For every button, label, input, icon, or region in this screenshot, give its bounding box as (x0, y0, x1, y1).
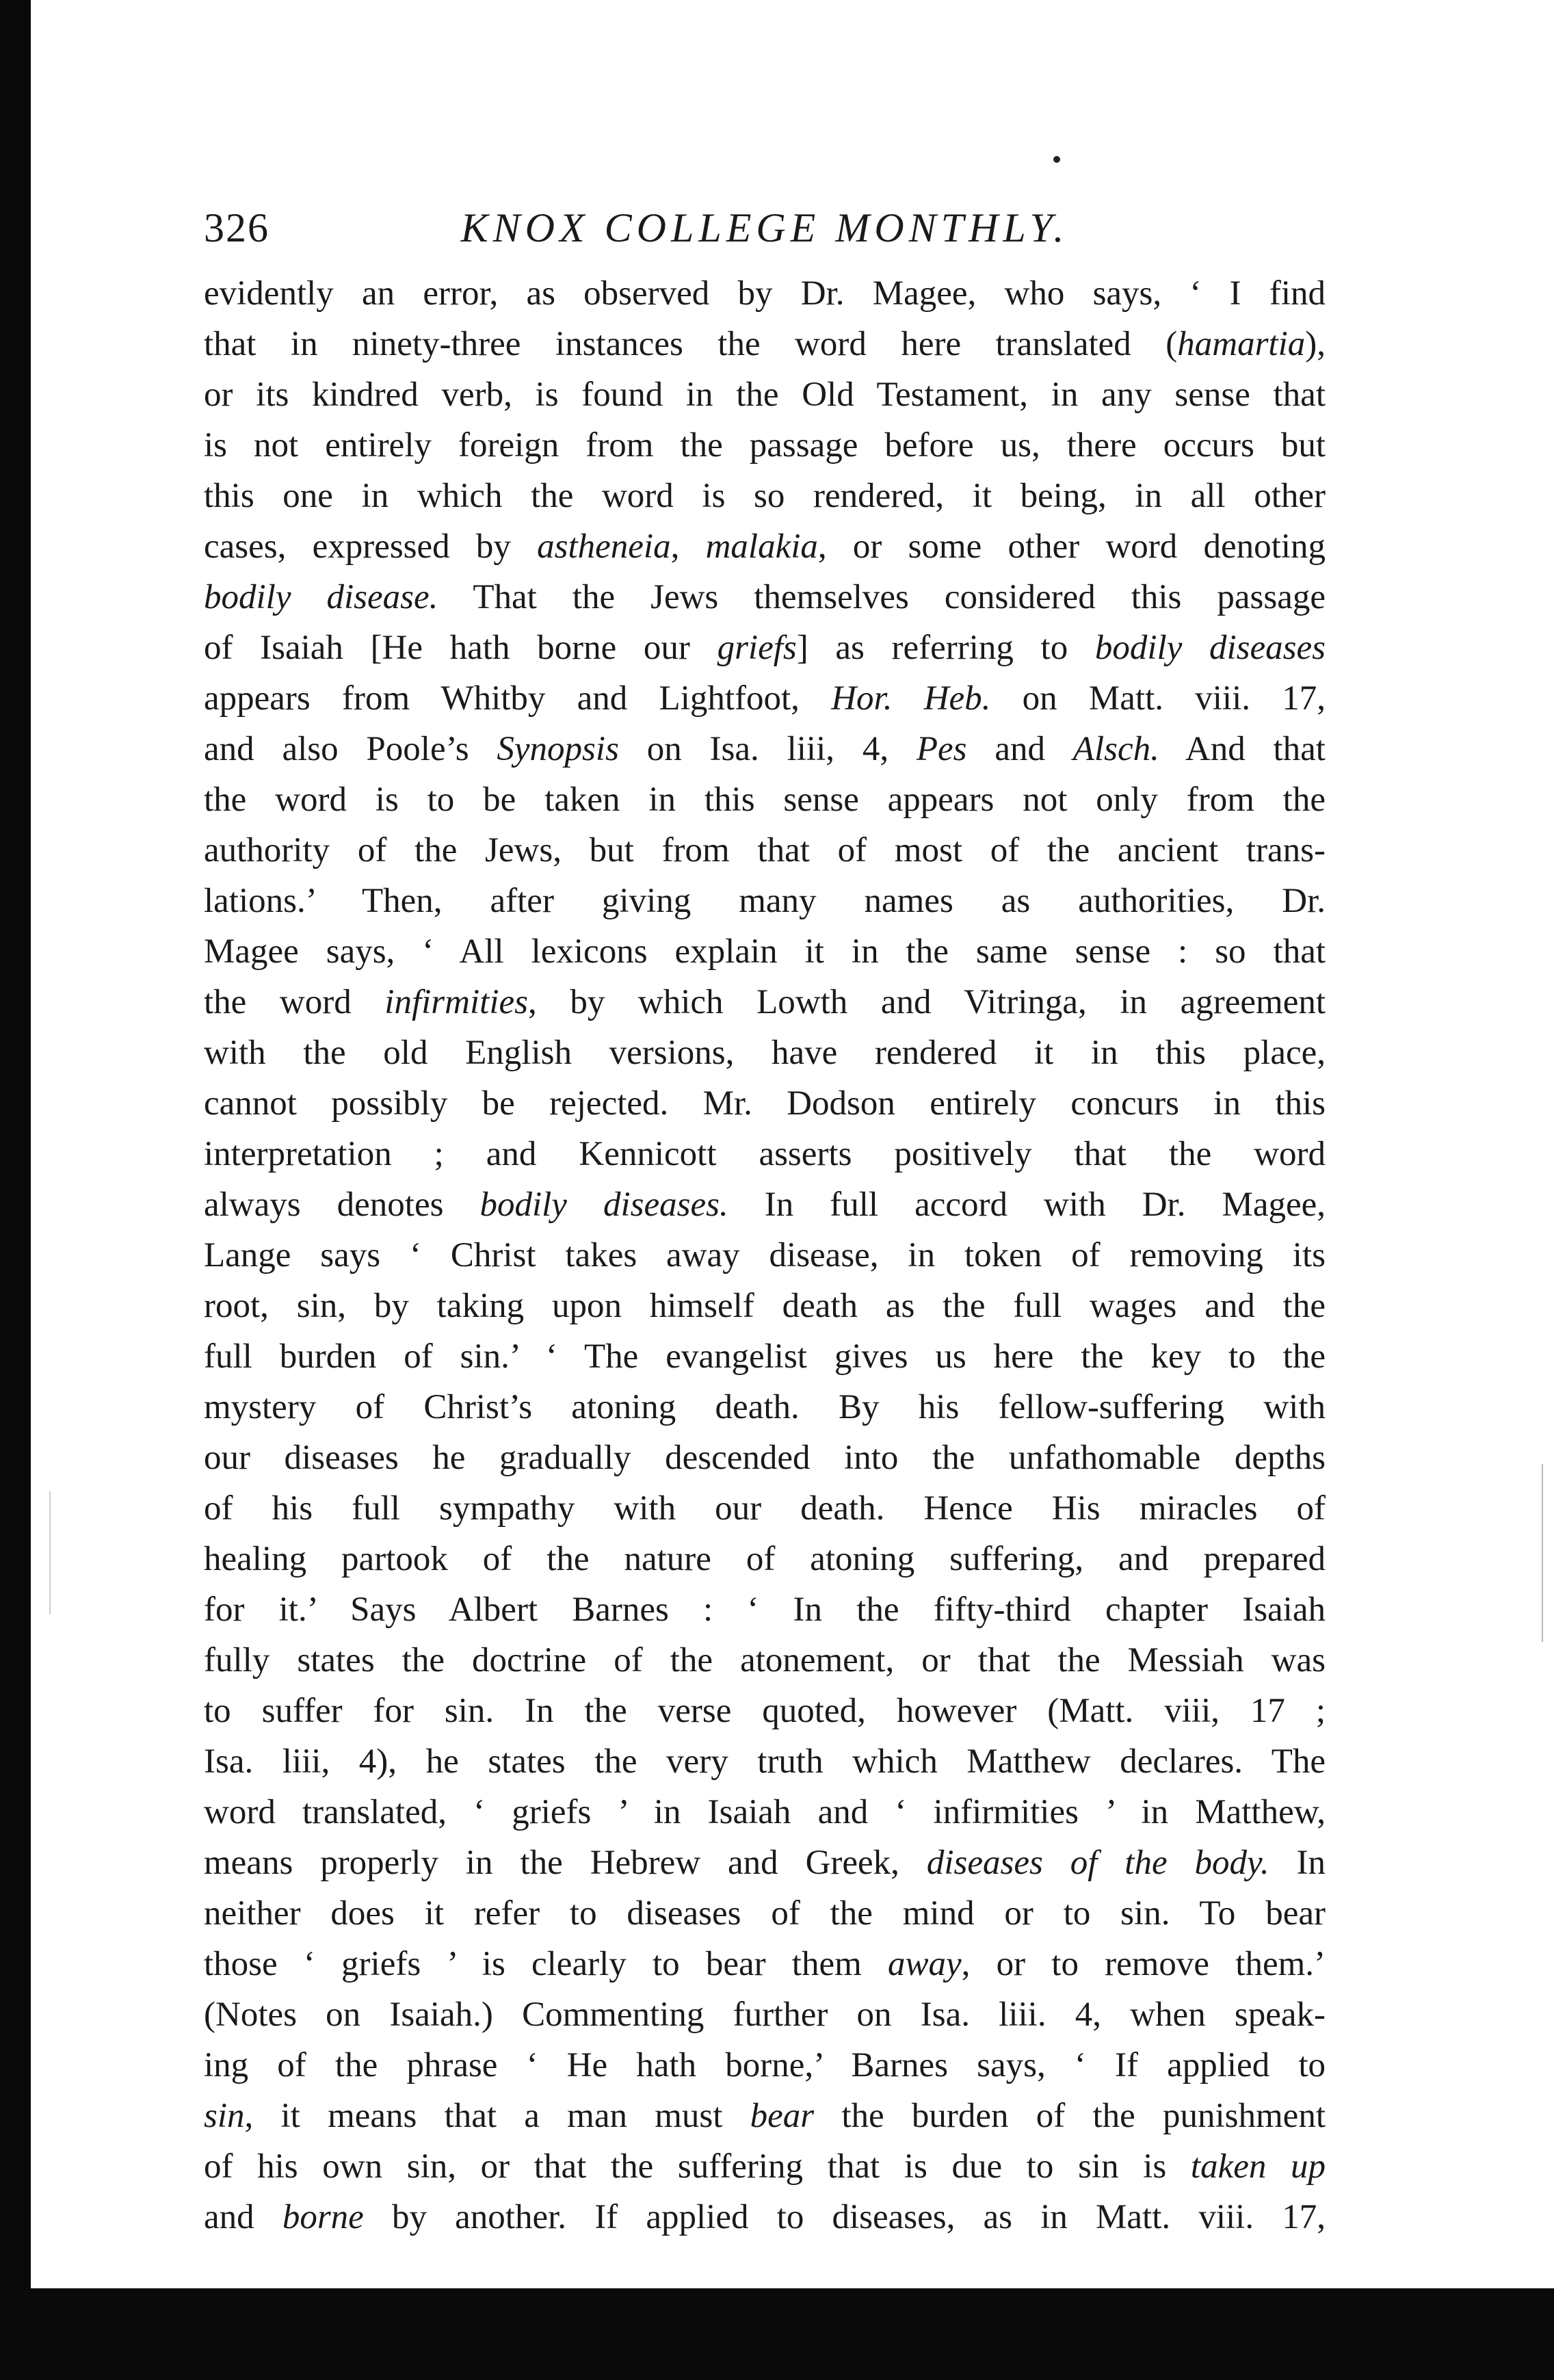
text-run: that in ninety-three instances the word here translated ( (204, 325, 1178, 363)
scan-bottom-border (0, 2288, 1554, 2380)
text-run: always denotes (204, 1186, 480, 1224)
text-run: In full accord with Dr. Magee, (728, 1186, 1326, 1224)
italic-text: Synopsis (497, 730, 619, 768)
text-run: the burden of the punishment (814, 2097, 1326, 2135)
text-run: In (1269, 1844, 1326, 1882)
text-run: on Matt. viii. 17, (990, 679, 1326, 718)
text-run: and also Poole’s (204, 730, 497, 768)
text-run: to suffer for sin. In the verse quoted, however (Matt. viii, 17 ; (204, 1692, 1326, 1730)
text-run: cannot possibly be rejected. Mr. Dodson entirely concurs in this (204, 1084, 1326, 1123)
text-line (204, 268, 1326, 319)
text-run: Lange says ‘ Christ takes away disease, in token of removing its (204, 1236, 1326, 1274)
text-run: (Notes on Isaiah.) Commenting further on Isa. liii. 4, when speak- (204, 1996, 1326, 2034)
text-run: our diseases he gradually descended into the unfathomable depths (204, 1439, 1326, 1477)
text-line (204, 1736, 1326, 1787)
text-run: the word is to be taken in this sense appears not only from the (204, 781, 1326, 819)
text-run: ing of the phrase ‘ He hath borne,’ Barnes says, ‘ If applied to (204, 2046, 1326, 2084)
text-line (204, 1989, 1326, 2040)
text-line (204, 623, 1326, 673)
text-run: , (670, 527, 706, 566)
text-line (204, 2040, 1326, 2091)
text-run: , or to remove them.’ (961, 1945, 1326, 1983)
italic-text: away (887, 1945, 962, 1983)
italic-text: bodily diseases (1094, 629, 1326, 667)
text-run: word translated, ‘ griefs ’ in Isaiah and ‘ infirmities ’ in Matthew, (204, 1793, 1326, 1831)
text-run: or its kindred verb, is found in the Old Testament, in any sense that (204, 376, 1326, 414)
text-run: Isa. liii, 4), he states the very truth which Matthew declares. The (204, 1742, 1326, 1781)
text-line (204, 1433, 1326, 1483)
text-run: And that (1159, 730, 1326, 768)
text-run: with the old English versions, have rendered it in this place, (204, 1034, 1326, 1072)
italic-text: griefs (717, 629, 797, 667)
text-line (204, 1230, 1326, 1281)
body-text (204, 268, 1326, 2242)
text-line (204, 471, 1326, 521)
italic-text: bodily disease. (204, 578, 438, 616)
text-run: of his full sympathy with our death. Hence His miracles of (204, 1489, 1326, 1528)
text-line (204, 1787, 1326, 1838)
text-line (204, 1686, 1326, 1736)
text-run: Magee says, ‘ All lexicons explain it in the same sense : so that (204, 932, 1326, 971)
text-line (204, 825, 1326, 876)
text-run: this one in which the word is so rendered, it being, in all other (204, 477, 1326, 515)
text-line (204, 2091, 1326, 2141)
italic-text: borne (282, 2198, 364, 2236)
text-line (204, 1382, 1326, 1433)
text-run: of his own sin, or that the suffering that is due to sin is (204, 2147, 1191, 2186)
italic-text: Alsch. (1072, 730, 1159, 768)
text-line (204, 1635, 1326, 1686)
text-line (204, 1838, 1326, 1888)
text-run: of Isaiah [He hath borne our (204, 629, 717, 667)
text-run: is not entirely foreign from the passage before us, there occurs but (204, 426, 1326, 465)
page-header (204, 194, 1326, 262)
italic-text: astheneia (537, 527, 671, 566)
text-run: means properly in the Hebrew and Greek, (204, 1844, 927, 1882)
text-run: ] as referring to (796, 629, 1095, 667)
text-line (204, 1483, 1326, 1534)
text-run: interpretation ; and Kennicott asserts positively that the word (204, 1135, 1326, 1173)
text-line (204, 1179, 1326, 1230)
text-run: , it means that a man must (244, 2097, 750, 2135)
italic-text: sin (204, 2097, 245, 2135)
text-run: , by which Lowth and Vitringa, in agreement (527, 983, 1326, 1021)
text-run: lations.’ Then, after giving many names as authorities, Dr. (204, 882, 1326, 920)
text-line (204, 774, 1326, 825)
scan-artifact-left (49, 1491, 51, 1614)
italic-text: bodily diseases. (479, 1186, 728, 1224)
text-run: for it.’ Says Albert Barnes : ‘ In the fifty-third chapter Isaiah (204, 1591, 1326, 1629)
text-line (204, 1888, 1326, 1939)
text-line (204, 1331, 1326, 1382)
text-run: and (204, 2198, 282, 2236)
text-run: root, sin, by taking upon himself death as the full wages and the (204, 1287, 1326, 1325)
text-run: neither does it refer to diseases of the mind or to sin. To bear (204, 1894, 1326, 1933)
text-line (204, 1078, 1326, 1129)
italic-text: Hor. Heb. (831, 679, 991, 718)
text-run: That the Jews themselves considered this passage (438, 578, 1326, 616)
text-line (204, 1534, 1326, 1584)
italic-text: malakia (705, 527, 818, 566)
page-number: 326 (204, 205, 269, 250)
text-run: authority of the Jews, but from that of most of the ancient trans- (204, 831, 1326, 869)
text-line (204, 369, 1326, 420)
text-run: mystery of Christ’s atoning death. By his fellow-suffering with (204, 1388, 1326, 1426)
text-line (204, 420, 1326, 471)
text-line (204, 1584, 1326, 1635)
text-run: fully states the doctrine of the atonement, or that the Messiah was (204, 1641, 1326, 1679)
italic-text: diseases of the body. (926, 1844, 1269, 1882)
text-line (204, 2141, 1326, 2192)
text-line (204, 1281, 1326, 1331)
text-run: cases, expressed by (204, 527, 538, 566)
italic-text: hamartia (1177, 325, 1306, 363)
text-line (204, 572, 1326, 623)
text-line (204, 1028, 1326, 1078)
text-run: the word (204, 983, 385, 1021)
text-line (204, 521, 1326, 572)
text-run: , or some other word denoting (817, 527, 1326, 566)
italic-text: taken up (1190, 2147, 1326, 2186)
text-line (204, 876, 1326, 926)
italic-text: bear (750, 2097, 815, 2135)
scan-artifact-right (1542, 1464, 1543, 1642)
text-line (204, 926, 1326, 977)
text-run: healing partook of the nature of atoning suffering, and prepared (204, 1540, 1326, 1578)
italic-text: infirmities (384, 983, 528, 1021)
text-run: ), (1305, 325, 1326, 363)
italic-text: Pes (916, 730, 967, 768)
running-title: KNOX COLLEGE MONTHLY. (460, 205, 1069, 250)
text-line (204, 2192, 1326, 2242)
text-run: full burden of sin.’ ‘ The evangelist gives us here the key to the (204, 1337, 1326, 1376)
scan-speck (1053, 156, 1060, 163)
text-line (204, 1129, 1326, 1179)
text-run: on Isa. liii, 4, (618, 730, 917, 768)
text-run: and (966, 730, 1073, 768)
text-line (204, 319, 1326, 369)
text-run: evidently an error, as observed by Dr. Magee, who says, ‘ I find (204, 274, 1326, 313)
text-line (204, 724, 1326, 774)
text-line (204, 977, 1326, 1028)
text-run: those ‘ griefs ’ is clearly to bear them (204, 1945, 888, 1983)
text-run: appears from Whitby and Lightfoot, (204, 679, 832, 718)
text-line (204, 1939, 1326, 1989)
text-run: by another. If applied to diseases, as in Matt. viii. 17, (363, 2198, 1326, 2236)
text-line (204, 673, 1326, 724)
scan-left-border (0, 0, 31, 2380)
